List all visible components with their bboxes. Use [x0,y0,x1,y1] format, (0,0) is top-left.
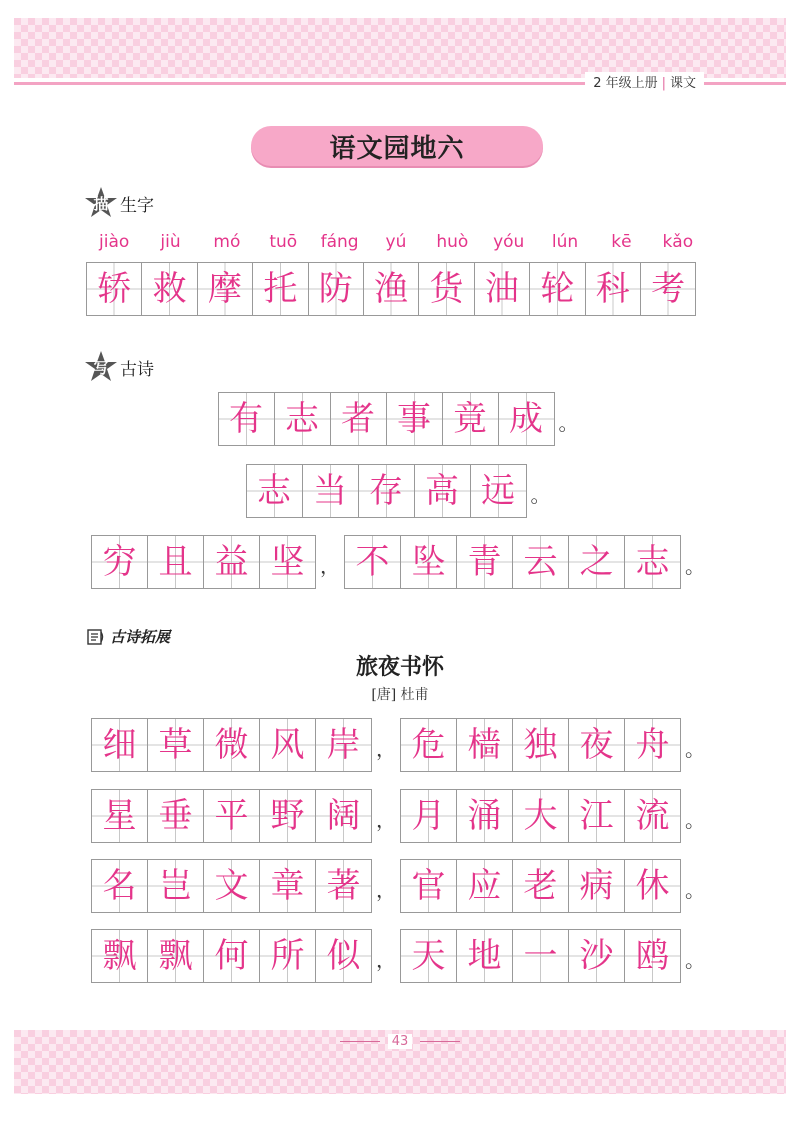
grid-character: 舟 [635,725,670,765]
grid-character: 志 [257,471,291,511]
tian-grid-cell [568,929,625,983]
grid-character: 轿 [97,269,132,309]
section-label: 生字 [120,195,154,216]
tian-grid-cell [624,929,681,983]
grid-character: 老 [523,866,558,906]
line-segment [400,859,681,913]
grid-character: 竟 [453,399,487,439]
punctuation: 。 [685,948,705,972]
tian-grid-cell [197,262,253,316]
tian-grid-cell [400,859,457,913]
grid-character: 樯 [467,725,502,765]
grid-character: 草 [158,725,193,765]
grid-character: 涌 [467,796,502,836]
pinyin-label: tuō [269,232,298,252]
grid-character: 岸 [326,725,361,765]
punctuation: 。 [558,411,579,435]
grid-character: 岂 [158,866,193,906]
grid-character: 著 [326,866,361,906]
pinyin-label: jiù [160,232,181,252]
punctuation: 。 [685,878,705,902]
grid-character: 风 [270,725,305,765]
punctuation: ， [376,948,396,972]
grid-character: 野 [270,796,305,836]
tian-grid-cell [442,392,499,446]
tian-grid-cell [302,464,359,518]
grid-character: 阔 [326,796,361,836]
tian-grid-cell [259,535,316,589]
line-segment [246,464,527,518]
shengzi-grid [86,262,696,316]
pinyin-label: mó [213,232,241,252]
tian-grid-cell [203,789,260,843]
tian-grid-cell [624,789,681,843]
grid-character: 飘 [158,936,193,976]
scroll-book-icon [86,628,106,646]
poem-line [0,789,800,843]
grid-character: 独 [523,725,558,765]
punctuation: ， [376,737,396,761]
grid-character: 文 [214,866,249,906]
pinyin-label: lún [551,232,579,252]
grid-character: 志 [635,542,670,582]
tian-grid-cell [344,535,401,589]
punctuation: ， [320,554,340,578]
tian-grid-cell [363,262,419,316]
grid-character: 月 [411,796,446,836]
grid-character: 休 [635,866,670,906]
grid-character: 摩 [207,269,242,309]
pinyin-label: yóu [493,232,525,252]
pinyin-label: fáng [320,232,359,252]
grid-character: 不 [355,542,390,582]
line-segment [400,789,681,843]
grid-character: 平 [214,796,249,836]
grid-character: 病 [579,866,614,906]
grid-character: 似 [326,936,361,976]
grid-character: 远 [481,471,515,511]
tian-grid-cell [456,789,513,843]
grid-character: 科 [595,269,630,309]
poem-line [0,718,800,772]
grid-character: 大 [523,796,558,836]
section-shengzi-header [84,186,154,220]
grade-label: 2 年级上册 [593,76,658,91]
tian-grid-cell [147,789,204,843]
section-badge-text: 写 [93,359,109,377]
pinyin-label: jiào [99,232,130,252]
grid-character: 轮 [540,269,575,309]
grid-character: 微 [214,725,249,765]
punctuation: 。 [685,737,705,761]
line-segment [400,929,681,983]
grid-character: 天 [411,936,446,976]
grid-character: 当 [313,471,347,511]
tian-grid-cell [400,535,457,589]
grid-character: 救 [152,269,187,309]
grid-character: 章 [270,866,305,906]
tian-grid-cell [418,262,474,316]
grid-character: 成 [509,399,543,439]
tian-grid-cell [400,718,457,772]
subject-label: 课文 [669,76,696,91]
tian-grid-cell [141,262,197,316]
grid-character: 名 [102,866,137,906]
punctuation: 。 [685,808,705,832]
top-decorative-band [14,18,786,78]
tian-grid-cell [274,392,331,446]
tian-grid-cell [529,262,585,316]
poem-line [0,535,800,589]
punctuation: ， [376,808,396,832]
grid-character: 考 [651,269,686,309]
tian-grid-cell [259,718,316,772]
grid-character: 鸥 [635,936,670,976]
grid-character: 且 [158,542,193,582]
grid-character: 飘 [102,936,137,976]
tian-grid-cell [91,718,148,772]
star-badge-icon [84,186,118,220]
tian-grid-cell [358,464,415,518]
line-segment [218,392,555,446]
grid-character: 应 [467,866,502,906]
tian-grid-cell [259,789,316,843]
grid-character: 细 [102,725,137,765]
tian-grid-cell [568,535,625,589]
grid-character: 托 [263,269,298,309]
grid-character: 事 [397,399,431,439]
tian-grid-cell [624,718,681,772]
tian-grid-cell [315,929,372,983]
tian-grid-cell [91,859,148,913]
tian-grid-cell [259,929,316,983]
tian-grid-cell [512,535,569,589]
tian-grid-cell [414,464,471,518]
tian-grid-cell [640,262,696,316]
grid-character: 云 [523,542,558,582]
grid-character: 所 [270,936,305,976]
tian-grid-cell [470,464,527,518]
tian-grid-cell [330,392,387,446]
grid-character: 益 [214,542,249,582]
grid-character: 夜 [579,725,614,765]
poem-line [0,392,800,446]
tian-grid-cell [512,789,569,843]
grid-character: 一 [523,936,558,976]
grid-character: 何 [214,936,249,976]
tian-grid-cell [315,718,372,772]
star-badge-icon [84,350,118,384]
punctuation: ， [376,878,396,902]
poem-line [0,464,800,518]
page-number-row [0,1034,800,1049]
line-segment [91,535,316,589]
tian-grid-cell [568,718,625,772]
poem-line [0,929,800,983]
grid-character: 地 [467,936,502,976]
tian-grid-cell [203,718,260,772]
tian-grid-cell [568,789,625,843]
tian-grid-cell [259,859,316,913]
tian-grid-cell [252,262,308,316]
grid-character: 垂 [158,796,193,836]
tian-grid-cell [315,859,372,913]
tian-grid-cell [91,929,148,983]
section-label: 古诗 [120,359,154,380]
line-segment [91,789,372,843]
pinyin-row [86,232,706,252]
tian-grid-cell [386,392,443,446]
grid-character: 油 [484,269,519,309]
tian-grid-cell [91,789,148,843]
tian-grid-cell [512,929,569,983]
tian-grid-cell [147,929,204,983]
grid-character: 坚 [270,542,305,582]
section-badge-text: 描 [93,195,109,213]
grid-character: 者 [341,399,375,439]
tian-grid-cell [512,859,569,913]
grid-character: 渔 [374,269,409,309]
page-title: 语文园地六 [251,126,543,166]
grid-character: 官 [411,866,446,906]
grid-character: 坠 [411,542,446,582]
tian-grid-cell [624,859,681,913]
pinyin-label: yú [385,232,407,252]
grid-character: 穷 [102,542,137,582]
grid-character: 青 [467,542,502,582]
tian-grid-cell [203,859,260,913]
grid-character: 志 [285,399,319,439]
grid-character: 沙 [579,936,614,976]
grid-character: 防 [318,269,353,309]
line-segment [91,859,372,913]
tian-grid-cell [585,262,641,316]
tian-grid-cell [456,718,513,772]
pinyin-label: huò [436,232,469,252]
tian-grid-cell [203,929,260,983]
tian-grid-cell [147,718,204,772]
poem-title: 旅夜书怀 [355,655,444,680]
tian-grid-cell [308,262,364,316]
line-segment [344,535,681,589]
grid-character: 江 [579,796,614,836]
section-gushi-header [84,350,154,384]
tian-grid-cell [91,535,148,589]
pinyin-label: kǎo [662,232,694,252]
tian-grid-cell [315,789,372,843]
line-segment [91,718,372,772]
grid-character: 高 [425,471,459,511]
grid-character: 流 [635,796,670,836]
tian-grid-cell [456,929,513,983]
grid-character: 存 [369,471,403,511]
tian-grid-cell [456,859,513,913]
tian-grid-cell [147,859,204,913]
tian-grid-cell [512,718,569,772]
extension-header [86,626,170,647]
tian-grid-cell [474,262,530,316]
line-segment [91,929,372,983]
poem-line [0,859,800,913]
grid-character: 星 [102,796,137,836]
grid-character: 之 [579,542,614,582]
tian-grid-cell [147,535,204,589]
punctuation: 。 [685,554,705,578]
line-segment [400,718,681,772]
tian-grid-cell [86,262,142,316]
tian-grid-cell [624,535,681,589]
grid-character: 货 [429,269,464,309]
tian-grid-cell [456,535,513,589]
grid-character: 危 [411,725,446,765]
grid-character: 有 [229,399,263,439]
poem-author: [唐] 杜甫 [371,687,429,703]
tian-grid-cell [568,859,625,913]
punctuation: 。 [530,483,551,507]
tian-grid-cell [400,929,457,983]
pinyin-label: kē [611,232,632,252]
tian-grid-cell [203,535,260,589]
extension-label: 古诗拓展 [110,628,171,646]
tian-grid-cell [498,392,555,446]
tian-grid-cell [218,392,275,446]
tian-grid-cell [246,464,303,518]
tian-grid-cell [400,789,457,843]
page-number: 43 [388,1034,413,1049]
header-breadcrumb: 2 年级上册 | 课文 [585,72,704,91]
